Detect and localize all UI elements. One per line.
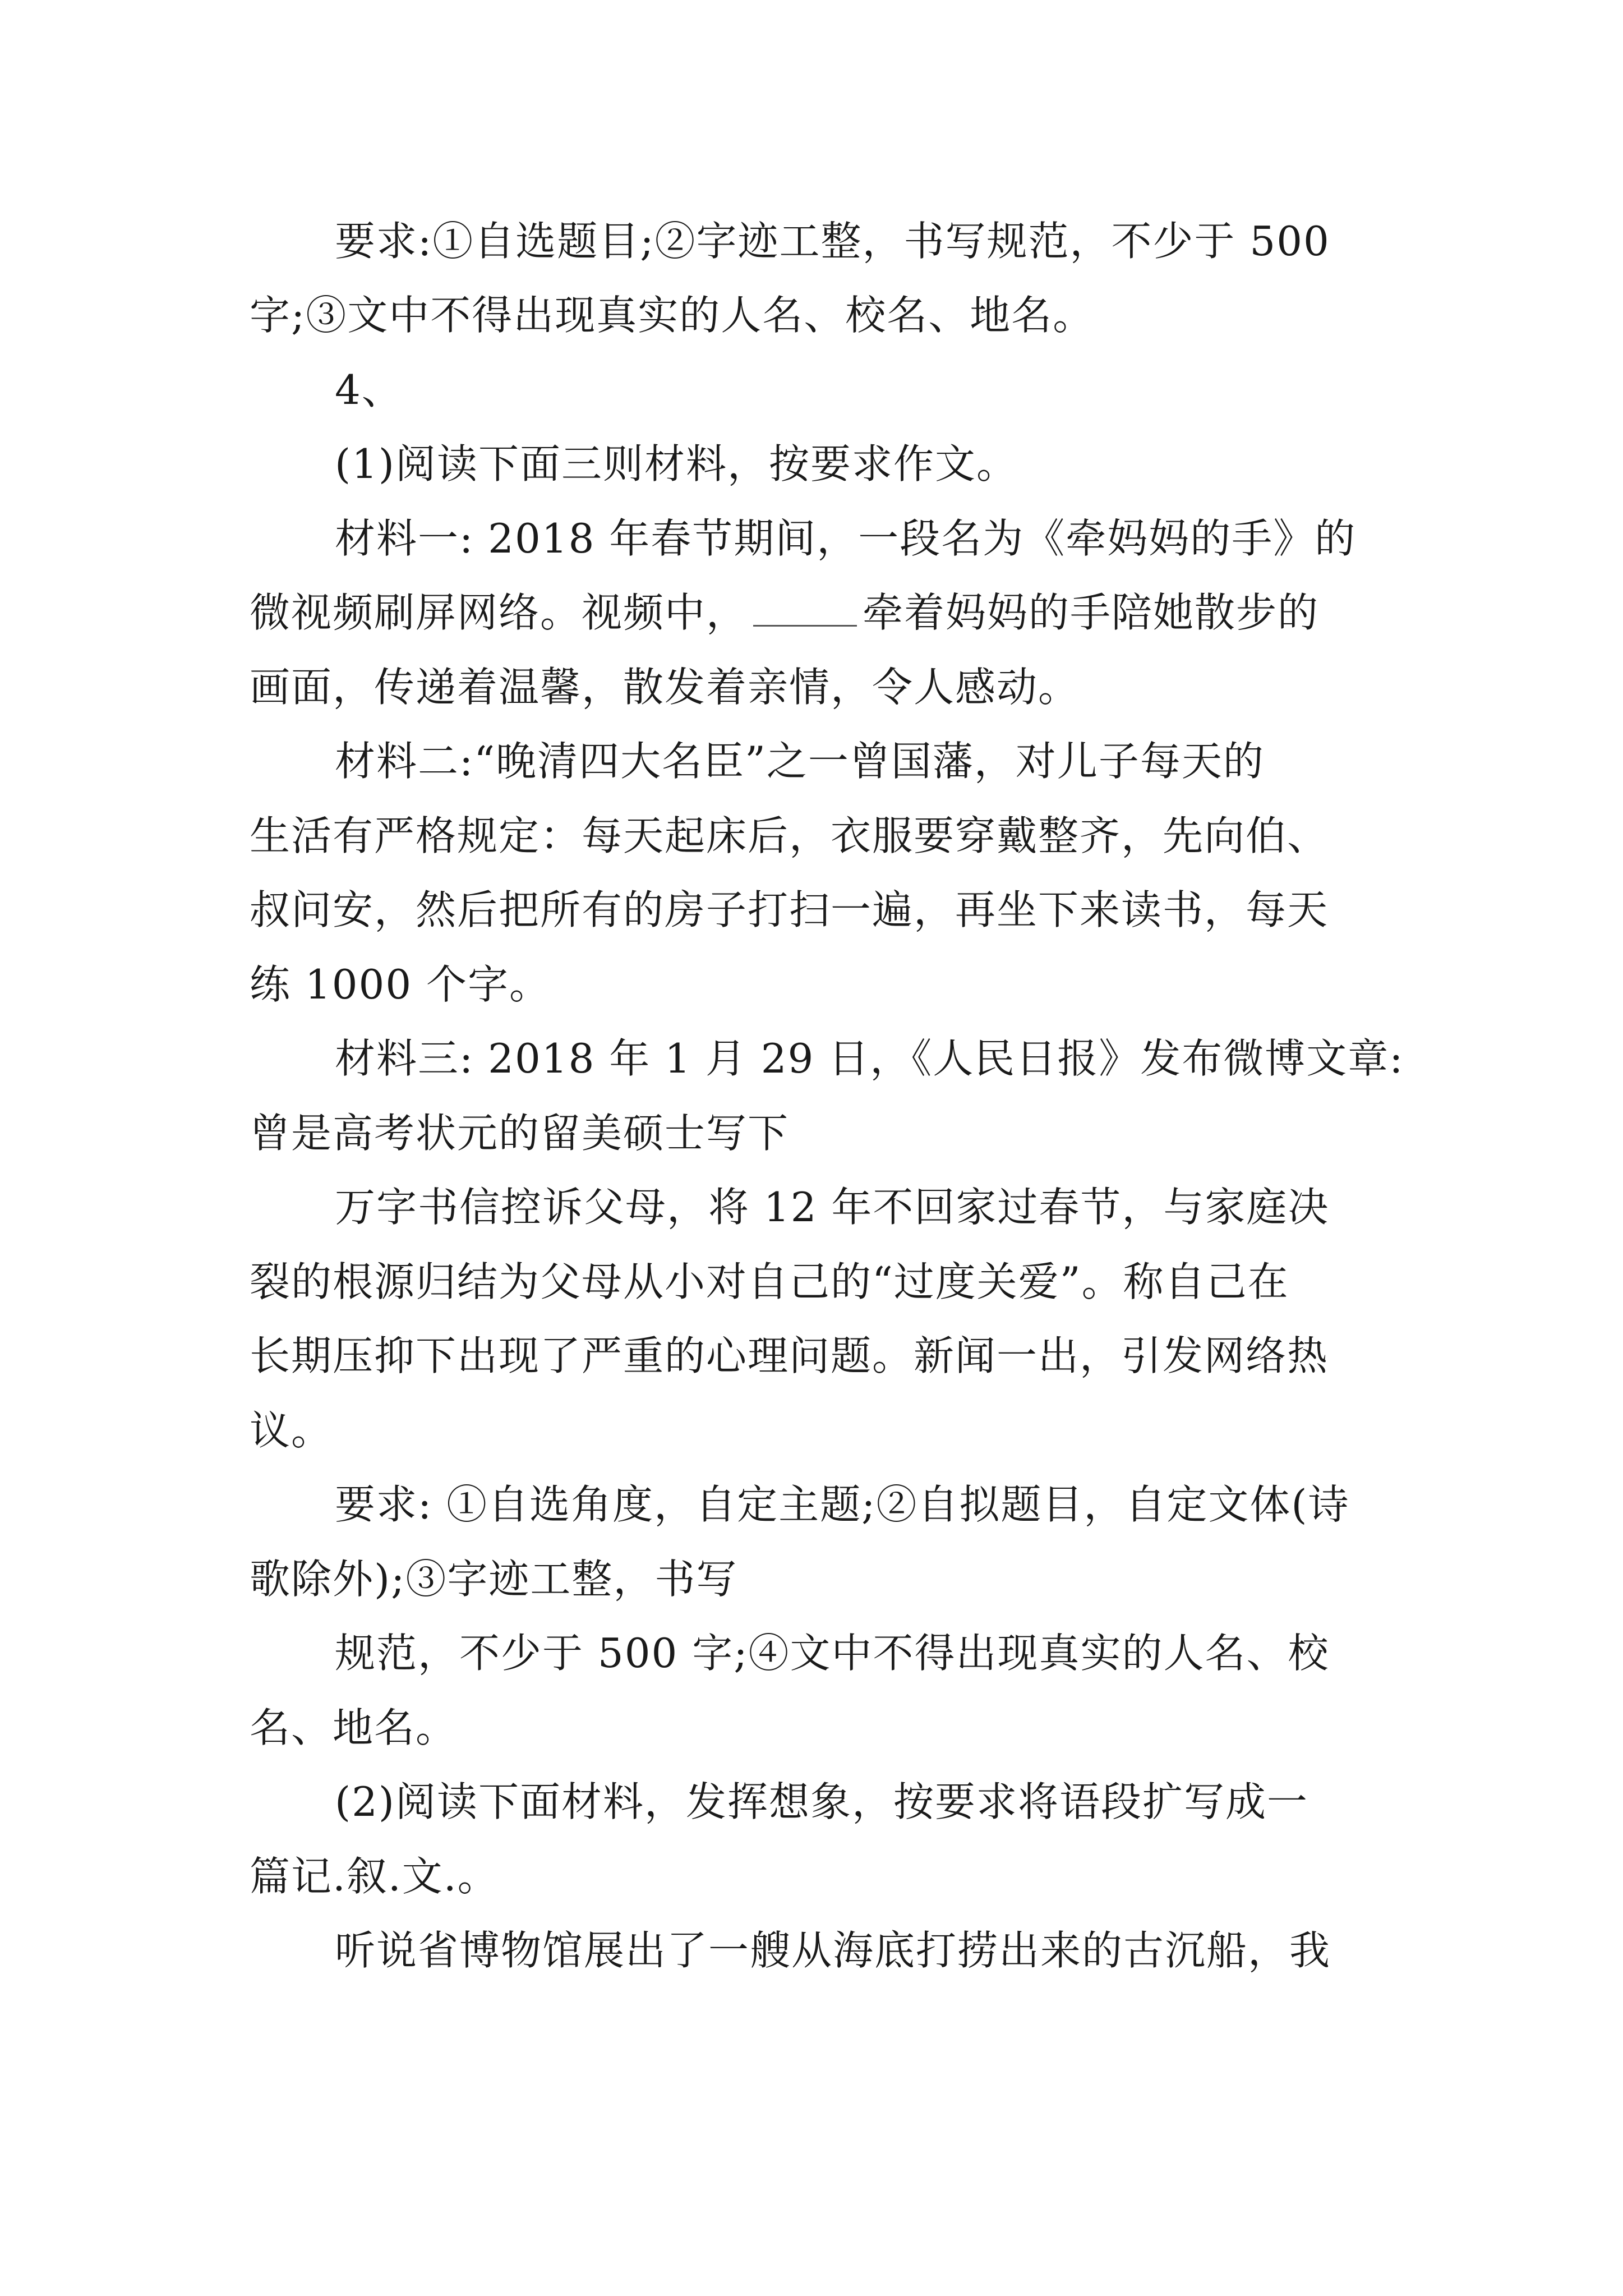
material-2-line-2: 生活有严格规定：每天起床后，衣服要穿戴整齐，先向伯、 xyxy=(250,812,1329,859)
material-3-line-5: 长期压抑下出现了严重的心理问题。新闻一出，引发网络热 xyxy=(250,1332,1329,1379)
subquestion-2-material-line-1: 听说省博物馆展出了一艘从海底打捞出来的古沉船，我 xyxy=(335,1927,1331,1974)
subquestion-2-line-1: (2)阅读下面材料，发挥想象，按要求将语段扩写成一 xyxy=(335,1778,1308,1825)
material-1-line-2 xyxy=(250,579,1319,646)
material-1-line-1: 材料一: 2018 年春节期间，一段名为《牵妈妈的手》的 xyxy=(335,515,1357,562)
material-3-line-2: 曾是高考状元的留美硕士写下 xyxy=(250,1110,790,1157)
material-2-line-4: 练 1000 个字。 xyxy=(250,961,551,1008)
material-3-line-6: 议。 xyxy=(250,1407,333,1454)
requirement-line-1: 要求:①自选题目;②字迹工整，书写规范，不少于 500 xyxy=(335,218,1330,265)
requirement-line-2: 字;③文中不得出现真实的人名、校名、地名。 xyxy=(250,292,1095,339)
subquestion-2-line-2: 篇记.叙.文.。 xyxy=(250,1853,499,1900)
material-3-line-4: 裂的根源归结为父母从小对自己的“过度关爱”。称自己在 xyxy=(250,1258,1289,1305)
requirement-2-line-4: 名、地名。 xyxy=(250,1704,458,1751)
material-2-line-1: 材料二:“晚清四大名臣”之一曾国藩，对儿子每天的 xyxy=(335,738,1265,785)
requirement-2-line-3: 规范，不少于 500 字;④文中不得出现真实的人名、校 xyxy=(335,1630,1330,1677)
requirement-2-line-2: 歌除外);③字迹工整，书写 xyxy=(250,1556,738,1603)
material-1-line-2-end: 牵着妈妈的手陪她散步的 xyxy=(863,589,1320,636)
material-3-line-3: 万字书信控诉父母，将 12 年不回家过春节，与家庭决 xyxy=(335,1184,1330,1231)
requirement-2-line-1: 要求: ①自选角度，自定主题;②自拟题目，自定文体(诗 xyxy=(335,1481,1350,1528)
question-number: 4、 xyxy=(335,366,403,413)
material-3-line-1: 材料三: 2018 年 1 月 29 日，《人民日报》发布微博文章: xyxy=(335,1035,1404,1082)
fill-in-blank xyxy=(753,592,857,627)
material-1-line-3: 画面，传递着温馨，散发着亲情，令人感动。 xyxy=(250,664,1080,711)
material-2-line-3: 叔问安，然后把所有的房子打扫一遍，再坐下来读书，每天 xyxy=(250,886,1329,933)
material-1-line-2-start: 微视频刷屏网络。视频中， xyxy=(250,589,748,636)
subquestion-1-prompt: (1)阅读下面三则材料，按要求作文。 xyxy=(335,440,1018,487)
